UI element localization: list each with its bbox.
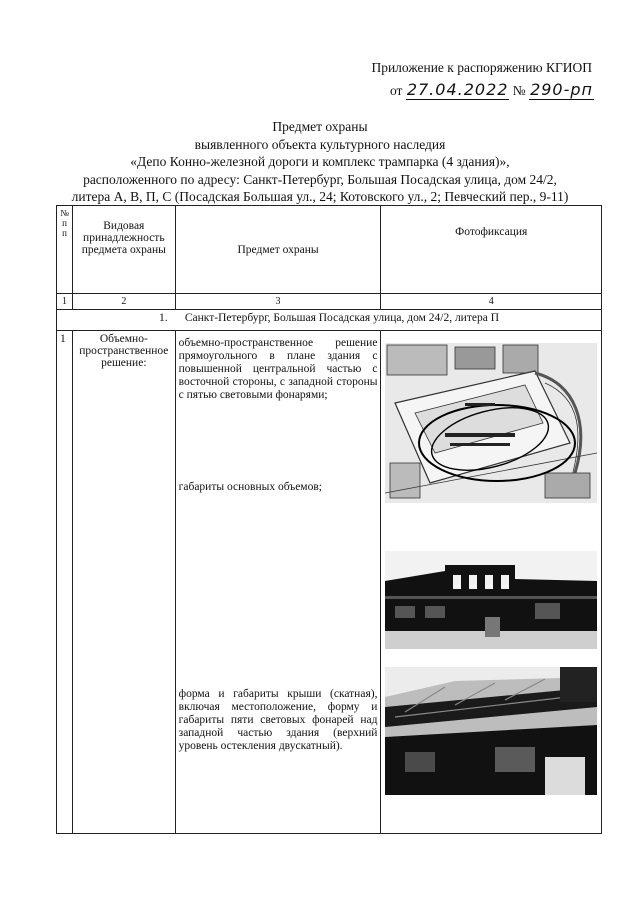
- section-heading: [57, 310, 602, 331]
- section-row: [57, 310, 602, 331]
- document-title: [40, 118, 600, 206]
- order-from-label: от: [389, 83, 403, 98]
- column-number: 2: [72, 294, 175, 310]
- section-address: Санкт-Петербург, Большая Посадская улица, дом 24/2, литера П: [184, 312, 500, 324]
- appendix-caption: Приложение к распоряжению КГИОП: [371, 60, 592, 75]
- subject-item: форма и габариты крыши (скатная), включая местоположение, форму и габариты пяти световых фонарей над западной частью здания (верхний уровень остекления двускатный).: [178, 688, 378, 752]
- column-number: 1: [57, 294, 73, 310]
- title-line-4: расположенного по адресу: Санкт-Петербург, Большая Посадская улица, дом 24/2,: [83, 171, 557, 187]
- table-row: [57, 331, 602, 834]
- row-number: 1: [57, 331, 73, 834]
- building-photo: [385, 667, 597, 795]
- section-number: 1.: [158, 312, 168, 324]
- site-plan-image: [385, 343, 597, 503]
- title-line-5: литера А, В, П, С (Посадская Большая ул., 24; Котовского ул., 2; Певческий пер., 9-11): [71, 189, 569, 204]
- row-type: Объемно-пространственное решение:: [72, 331, 175, 834]
- title-line-2: выявленного объекта культурного наследия: [194, 136, 446, 152]
- order-date: 27.04.2022: [406, 80, 509, 99]
- protection-subject-table: [56, 205, 602, 834]
- building-photo: [385, 551, 597, 649]
- header-photo: Фотофиксация: [381, 206, 602, 294]
- column-number-row: [57, 294, 602, 310]
- title-line-3: «Депо Конно-железной дороги и комплекс трампарка (4 здания)»,: [130, 154, 510, 169]
- order-number: 290-рп: [530, 80, 593, 99]
- header-num: № п п: [57, 206, 73, 294]
- row-photo-cell: [381, 331, 602, 834]
- header-subject: Предмет охраны: [175, 206, 381, 294]
- order-number-label: №: [512, 83, 526, 98]
- table-header-row: [57, 206, 602, 294]
- order-reference: [390, 80, 594, 99]
- row-subject-cell: [175, 331, 381, 834]
- header-type: Видовая принадлежность предмета охраны: [72, 206, 175, 294]
- title-line-1: Предмет охраны: [272, 119, 368, 134]
- column-number: 4: [381, 294, 602, 310]
- column-number: 3: [175, 294, 381, 310]
- subject-item: габариты основных объемов;: [178, 481, 322, 493]
- subject-item: объемно-пространственное решение прямоугольного в плане здания с повышенной центральной частью с восточной стороны, с западной стороны с пятью световыми фонарями;: [178, 337, 378, 401]
